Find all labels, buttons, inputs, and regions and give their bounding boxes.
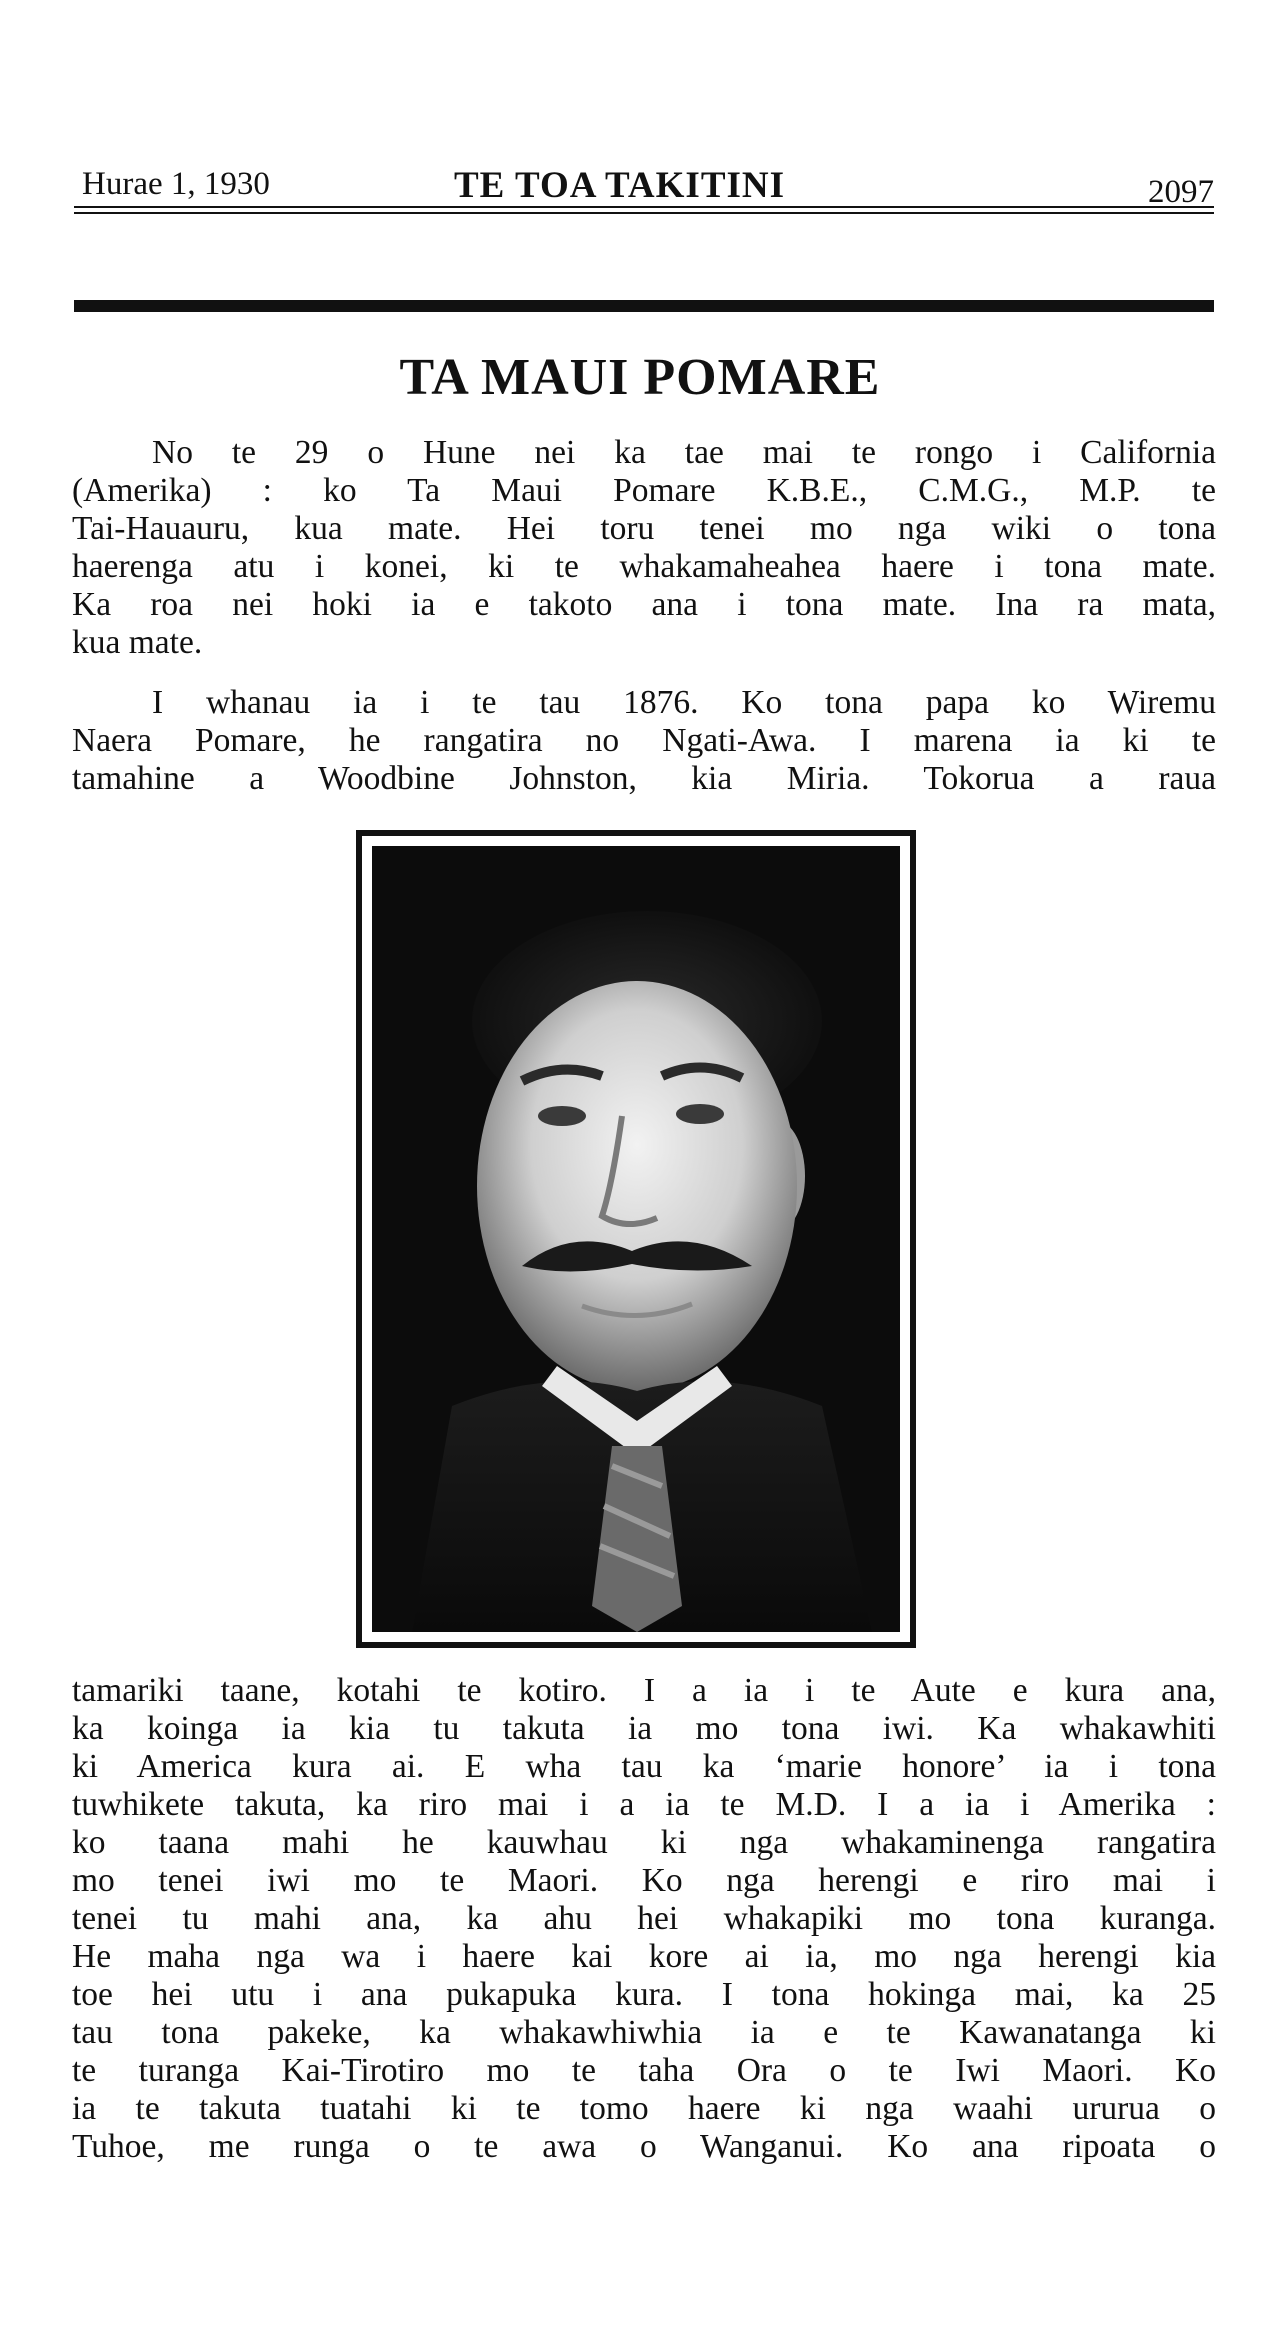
portrait-illustration <box>372 846 900 1632</box>
text-line: kua mate. <box>72 624 203 661</box>
text-line: tau tona pakeke, ka whakawhiwhia ia e te Kawanatanga ki <box>72 2014 1216 2051</box>
text-line: mo tenei iwi mo te Maori. Ko nga herengi e riro mai i <box>72 1862 1216 1899</box>
article-paragraph-1 <box>72 434 1216 662</box>
text-line: tuwhikete takuta, ka riro mai i a ia te M.D. I a ia i Amerika : <box>72 1786 1216 1823</box>
text-line: Naera Pomare, he rangatira no Ngati-Awa. I marena ia ki te <box>72 722 1216 759</box>
text-line: tenei tu mahi ana, ka ahu hei whakapiki mo tona kuranga. <box>72 1900 1216 1937</box>
header-page-number: 2097 <box>1148 174 1214 210</box>
text-line: toe hei utu i ana pukapuka kura. I tona hokinga mai, ka 25 <box>72 1976 1216 2013</box>
text-line: te turanga Kai-Tirotiro mo te taha Ora o te Iwi Maori. Ko <box>72 2052 1216 2089</box>
portrait-photo <box>356 830 916 1648</box>
text-line: ia te takuta tuatahi ki te tomo haere ki nga waahi ururua o <box>72 2090 1216 2127</box>
article-paragraph-3 <box>72 1672 1216 2166</box>
text-line: I whanau ia i te tau 1876. Ko tona papa ko Wiremu <box>152 684 1216 721</box>
page-header <box>74 160 1214 208</box>
text-line: Tai-Hauauru, kua mate. Hei toru tenei mo nga wiki o tona <box>72 510 1216 547</box>
text-line: tamariki taane, kotahi te kotiro. I a ia i te Aute e kura ana, <box>72 1672 1216 1709</box>
text-line: haerenga atu i konei, ki te whakamaheahea haere i tona mate. <box>72 548 1216 585</box>
text-line: tamahine a Woodbine Johnston, kia Miria. Tokorua a raua <box>72 760 1216 797</box>
section-divider <box>74 300 1214 312</box>
text-line: ki America kura ai. E wha tau ka ‘marie honore’ ia i tona <box>72 1748 1216 1785</box>
portrait-image <box>372 846 900 1632</box>
text-line: Ka roa nei hoki ia e takoto ana i tona mate. Ina ra mata, <box>72 586 1216 623</box>
text-line: Tuhoe, me runga o te awa o Wanganui. Ko ana ripoata o <box>72 2128 1216 2165</box>
header-title: TE TOA TAKITINI <box>454 165 786 206</box>
article-title: TA MAUI POMARE <box>399 349 881 406</box>
article-paragraph-2 <box>72 684 1216 798</box>
text-line: (Amerika) : ko Ta Maui Pomare K.B.E., C.M.G., M.P. te <box>72 472 1216 509</box>
text-line: ka koinga ia kia tu takuta ia mo tona iwi. Ka whakawhiti <box>72 1710 1216 1747</box>
text-line: He maha nga wa i haere kai kore ai ia, mo nga herengi kia <box>72 1938 1216 1975</box>
text-line: ko taana mahi he kauwhau ki nga whakaminenga rangatira <box>72 1824 1216 1861</box>
text-line: No te 29 o Hune nei ka tae mai te rongo i California <box>152 434 1216 471</box>
header-date: Hurae 1, 1930 <box>82 166 270 202</box>
